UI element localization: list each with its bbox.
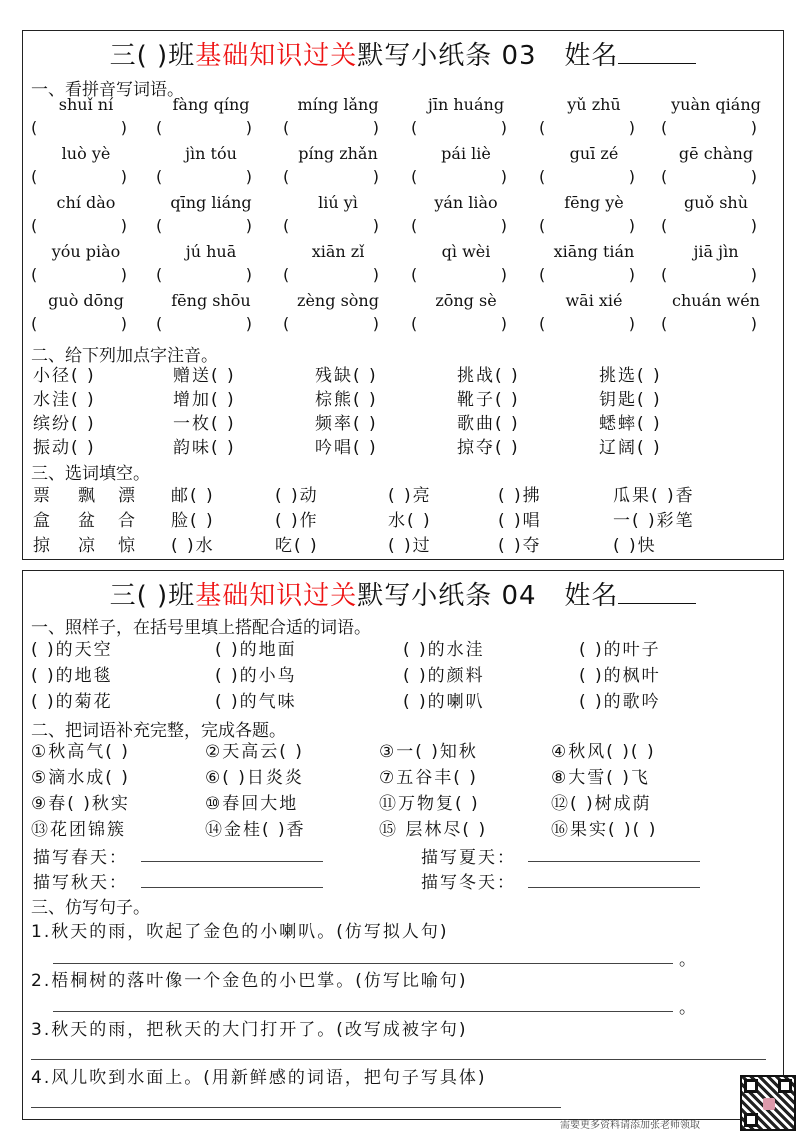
answer-parentheses[interactable]: ( ) xyxy=(539,167,635,186)
choice-char: 漂 xyxy=(118,486,137,506)
phonetic-item[interactable]: 残缺( ) xyxy=(315,366,378,386)
answer-line[interactable] xyxy=(31,1059,766,1060)
pinyin-prompt: píng zhǎn xyxy=(298,144,378,163)
section-heading: 三、仿写句子。 xyxy=(31,898,150,918)
pinyin-prompt: yuàn qiáng xyxy=(671,95,761,114)
pinyin-prompt: liú yì xyxy=(318,193,358,212)
pinyin-prompt: qì wèi xyxy=(441,242,491,261)
phonetic-item[interactable]: 棕熊( ) xyxy=(315,390,378,410)
answer-parentheses[interactable]: ( ) xyxy=(283,167,379,186)
idiom-item[interactable]: ①秋高气( ) xyxy=(31,742,130,762)
match-item[interactable]: ( )的天空 xyxy=(31,640,113,660)
pinyin-prompt: yóu piào xyxy=(51,242,121,261)
choice-char: 盒 xyxy=(33,511,52,531)
sheet-title xyxy=(23,575,783,612)
answer-line[interactable] xyxy=(141,861,323,862)
answer-parentheses[interactable]: ( ) xyxy=(31,216,127,235)
phonetic-item[interactable]: 掠夺( ) xyxy=(457,438,520,458)
match-item[interactable]: ( )的菊花 xyxy=(31,692,113,712)
choice-char: 掠 xyxy=(33,536,52,556)
fill-item[interactable]: ( )拂 xyxy=(498,486,542,506)
pinyin-prompt: xiāng tián xyxy=(553,242,635,261)
phonetic-item[interactable]: 振动( ) xyxy=(33,438,96,458)
idiom-item[interactable]: ③一( )知秋 xyxy=(379,742,478,762)
name-blank[interactable] xyxy=(618,41,696,64)
match-item[interactable]: ( )的颜料 xyxy=(403,666,485,686)
pinyin-prompt: guī zé xyxy=(569,144,619,163)
worksheet-04 xyxy=(22,570,784,1120)
answer-parentheses[interactable]: ( ) xyxy=(661,216,757,235)
phonetic-item[interactable]: 缤纷( ) xyxy=(33,414,96,434)
describe-autumn xyxy=(33,868,128,893)
section-heading: 三、选词填空。 xyxy=(31,464,150,484)
idiom-item[interactable]: ④秋风( )( ) xyxy=(551,742,656,762)
answer-parentheses[interactable]: ( ) xyxy=(156,314,252,333)
choice-char: 惊 xyxy=(118,536,137,556)
sheet-title xyxy=(23,35,783,72)
phonetic-item[interactable]: 频率( ) xyxy=(315,414,378,434)
answer-parentheses[interactable]: ( ) xyxy=(31,265,127,284)
idiom-item[interactable]: ⑩春回大地 xyxy=(205,794,299,814)
sentence-prompt: 3.秋天的雨，把秋天的大门打开了。(改写成被字句) xyxy=(31,1020,468,1040)
section-heading: 一、照样子，在括号里填上搭配合适的词语。 xyxy=(31,618,371,638)
name-blank[interactable] xyxy=(618,581,696,604)
describe-label: 描写春天： xyxy=(33,848,128,868)
pinyin-prompt: fàng qíng xyxy=(172,95,250,114)
answer-parentheses[interactable]: ( ) xyxy=(661,265,757,284)
answer-parentheses[interactable]: ( ) xyxy=(31,314,127,333)
answer-parentheses[interactable]: ( ) xyxy=(156,265,252,284)
answer-parentheses[interactable]: ( ) xyxy=(411,167,507,186)
fill-item[interactable]: ( )过 xyxy=(388,536,432,556)
describe-label: 描写秋天： xyxy=(33,873,128,893)
qr-corner xyxy=(778,1079,792,1093)
pinyin-prompt: jìn tóu xyxy=(185,144,237,163)
title-highlight: 基础知识过关 xyxy=(195,581,358,611)
idiom-item[interactable]: ⑯果实( )( ) xyxy=(551,820,658,840)
describe-label: 描写夏天： xyxy=(421,848,516,868)
answer-parentheses[interactable]: ( ) xyxy=(156,167,252,186)
answer-parentheses[interactable]: ( ) xyxy=(411,118,507,137)
fill-item[interactable]: ( )唱 xyxy=(498,511,542,531)
choice-char: 盆 xyxy=(78,511,97,531)
match-item[interactable]: ( )的水洼 xyxy=(403,640,485,660)
phonetic-item[interactable]: 钥匙( ) xyxy=(599,390,662,410)
answer-line[interactable] xyxy=(528,861,700,862)
idiom-item[interactable]: ⑮ 层林尽( ) xyxy=(379,820,488,840)
pinyin-prompt: xiān zǐ xyxy=(311,242,365,261)
describe-label: 描写冬天： xyxy=(421,873,516,893)
pinyin-prompt: fēng shōu xyxy=(171,291,251,310)
phonetic-item[interactable]: 吟唱( ) xyxy=(315,438,378,458)
phonetic-item[interactable]: 水洼( ) xyxy=(33,390,96,410)
fill-item[interactable]: ( )水 xyxy=(171,536,215,556)
fill-item[interactable]: ( )亮 xyxy=(388,486,432,506)
answer-parentheses[interactable]: ( ) xyxy=(539,118,635,137)
section-heading: 二、把词语补充完整，完成各题。 xyxy=(31,721,286,741)
pinyin-prompt: qīng liáng xyxy=(170,193,252,212)
period-mark: 。 xyxy=(679,998,698,1018)
section-heading: 一、看拼音写词语。 xyxy=(31,80,184,100)
answer-parentheses[interactable]: ( ) xyxy=(156,216,252,235)
match-item[interactable]: ( )的叶子 xyxy=(579,640,661,660)
phonetic-item[interactable]: 挑选( ) xyxy=(599,366,662,386)
match-item[interactable]: ( )的歌吟 xyxy=(579,692,661,712)
match-item[interactable]: ( )的气味 xyxy=(215,692,297,712)
phonetic-item[interactable]: 小径( ) xyxy=(33,366,96,386)
pinyin-prompt: jiā jìn xyxy=(693,242,739,261)
answer-parentheses[interactable]: ( ) xyxy=(31,118,127,137)
pinyin-prompt: fēng yè xyxy=(564,193,624,212)
idiom-item[interactable]: ⑭金桂( )香 xyxy=(205,820,306,840)
pinyin-prompt: guò dōng xyxy=(48,291,124,310)
class-label: 三( )班 xyxy=(109,581,196,611)
pinyin-prompt: pái liè xyxy=(441,144,491,163)
pinyin-prompt: gē chàng xyxy=(678,144,754,163)
pinyin-prompt: shuǐ ní xyxy=(58,95,114,114)
fill-item[interactable]: ( )夺 xyxy=(498,536,542,556)
name-label: 姓名 xyxy=(564,41,619,71)
choice-char: 飘 xyxy=(78,486,97,506)
title-suffix: 默写小纸条 03 xyxy=(357,41,537,71)
answer-parentheses[interactable]: ( ) xyxy=(411,314,507,333)
describe-spring xyxy=(33,843,128,868)
answer-parentheses[interactable]: ( ) xyxy=(411,265,507,284)
qr-avatar xyxy=(763,1098,775,1110)
phonetic-item[interactable]: 韵味( ) xyxy=(173,438,236,458)
choice-char: 凉 xyxy=(78,536,97,556)
answer-parentheses[interactable]: ( ) xyxy=(539,314,635,333)
answer-parentheses[interactable]: ( ) xyxy=(539,265,635,284)
idiom-item[interactable]: ⑧大雪( )飞 xyxy=(551,768,650,788)
idiom-item[interactable]: ⑥( )日炎炎 xyxy=(205,768,304,788)
idiom-item[interactable]: ⑨春( )秋实 xyxy=(31,794,130,814)
phonetic-item[interactable]: 赠送( ) xyxy=(173,366,236,386)
pinyin-prompt: guǒ shù xyxy=(683,193,749,212)
fill-item[interactable]: 一( )彩笔 xyxy=(613,511,695,531)
fill-item[interactable]: 邮( ) xyxy=(171,486,215,506)
answer-line[interactable] xyxy=(528,887,700,888)
match-item[interactable]: ( )的地毯 xyxy=(31,666,113,686)
describe-summer xyxy=(421,843,516,868)
match-item[interactable]: ( )的地面 xyxy=(215,640,297,660)
phonetic-item[interactable]: 辽阔( ) xyxy=(599,438,662,458)
idiom-item[interactable]: ⑫( )树成荫 xyxy=(551,794,652,814)
answer-parentheses[interactable]: ( ) xyxy=(661,167,757,186)
fill-item[interactable]: 水( ) xyxy=(388,511,432,531)
pinyin-prompt: wāi xié xyxy=(565,291,623,310)
worksheet-03 xyxy=(22,30,784,560)
answer-line[interactable] xyxy=(141,887,323,888)
answer-parentheses[interactable]: ( ) xyxy=(283,265,379,284)
answer-parentheses[interactable]: ( ) xyxy=(661,314,757,333)
phonetic-item[interactable]: 增加( ) xyxy=(173,390,236,410)
qr-corner xyxy=(744,1079,758,1093)
match-item[interactable]: ( )的枫叶 xyxy=(579,666,661,686)
sentence-prompt: 1.秋天的雨，吹起了金色的小喇叭。(仿写拟人句) xyxy=(31,922,449,942)
match-item[interactable]: ( )的小鸟 xyxy=(215,666,297,686)
qr-code xyxy=(740,1075,796,1131)
phonetic-item[interactable]: 靴子( ) xyxy=(457,390,520,410)
title-highlight: 基础知识过关 xyxy=(195,41,358,71)
pinyin-prompt: luò yè xyxy=(61,144,111,163)
fill-item[interactable]: 瓜果( )香 xyxy=(613,486,695,506)
answer-parentheses[interactable]: ( ) xyxy=(661,118,757,137)
answer-parentheses[interactable]: ( ) xyxy=(283,216,379,235)
name-label: 姓名 xyxy=(564,581,619,611)
fill-item[interactable]: 脸( ) xyxy=(171,511,215,531)
pinyin-prompt: yán liào xyxy=(434,193,498,212)
phonetic-item[interactable]: 蟋蟀( ) xyxy=(599,414,662,434)
phonetic-item[interactable]: 一枚( ) xyxy=(173,414,236,434)
choice-char: 票 xyxy=(33,486,52,506)
idiom-item[interactable]: ⑬花团锦簇 xyxy=(31,820,126,840)
answer-parentheses[interactable]: ( ) xyxy=(539,216,635,235)
sentence-prompt: 4.风儿吹到水面上。(用新鲜感的词语，把句子写具体) xyxy=(31,1068,487,1088)
answer-parentheses[interactable]: ( ) xyxy=(156,118,252,137)
answer-parentheses[interactable]: ( ) xyxy=(411,216,507,235)
answer-parentheses[interactable]: ( ) xyxy=(283,314,379,333)
answer-line[interactable] xyxy=(53,963,673,964)
fill-item[interactable]: ( )作 xyxy=(275,511,319,531)
qr-corner xyxy=(744,1113,758,1127)
period-mark: 。 xyxy=(679,950,698,970)
answer-line[interactable] xyxy=(31,1107,561,1108)
fill-item[interactable]: ( )快 xyxy=(613,536,657,556)
idiom-item[interactable]: ⑦五谷丰( ) xyxy=(379,768,478,788)
title-suffix: 默写小纸条 04 xyxy=(357,581,537,611)
pinyin-prompt: jīn huáng xyxy=(427,95,505,114)
describe-winter xyxy=(421,868,516,893)
answer-parentheses[interactable]: ( ) xyxy=(283,118,379,137)
pinyin-prompt: jú huā xyxy=(185,242,237,261)
pinyin-prompt: yǔ zhū xyxy=(567,95,621,114)
idiom-item[interactable]: ⑤滴水成( ) xyxy=(31,768,130,788)
phonetic-item[interactable]: 挑战( ) xyxy=(457,366,520,386)
fill-item[interactable]: 吃( ) xyxy=(275,536,319,556)
pinyin-prompt: míng lǎng xyxy=(297,95,379,114)
class-label: 三( )班 xyxy=(109,41,196,71)
phonetic-item[interactable]: 歌曲( ) xyxy=(457,414,520,434)
pinyin-prompt: chí dào xyxy=(56,193,116,212)
answer-parentheses[interactable]: ( ) xyxy=(31,167,127,186)
pinyin-prompt: zèng sòng xyxy=(297,291,379,310)
fill-item[interactable]: ( )动 xyxy=(275,486,319,506)
idiom-item[interactable]: ⑪万物复( ) xyxy=(379,794,480,814)
footer-note: 需要更多资料请添加张老师领取 xyxy=(560,1120,700,1131)
pinyin-prompt: chuán wén xyxy=(672,291,760,310)
choice-char: 合 xyxy=(118,511,137,531)
pinyin-prompt: zōng sè xyxy=(435,291,497,310)
section-heading: 二、给下列加点字注音。 xyxy=(31,346,218,366)
idiom-item[interactable]: ②天高云( ) xyxy=(205,742,304,762)
sentence-prompt: 2.梧桐树的落叶像一个金色的小巴掌。(仿写比喻句) xyxy=(31,971,468,991)
match-item[interactable]: ( )的喇叭 xyxy=(403,692,485,712)
answer-line[interactable] xyxy=(53,1011,673,1012)
